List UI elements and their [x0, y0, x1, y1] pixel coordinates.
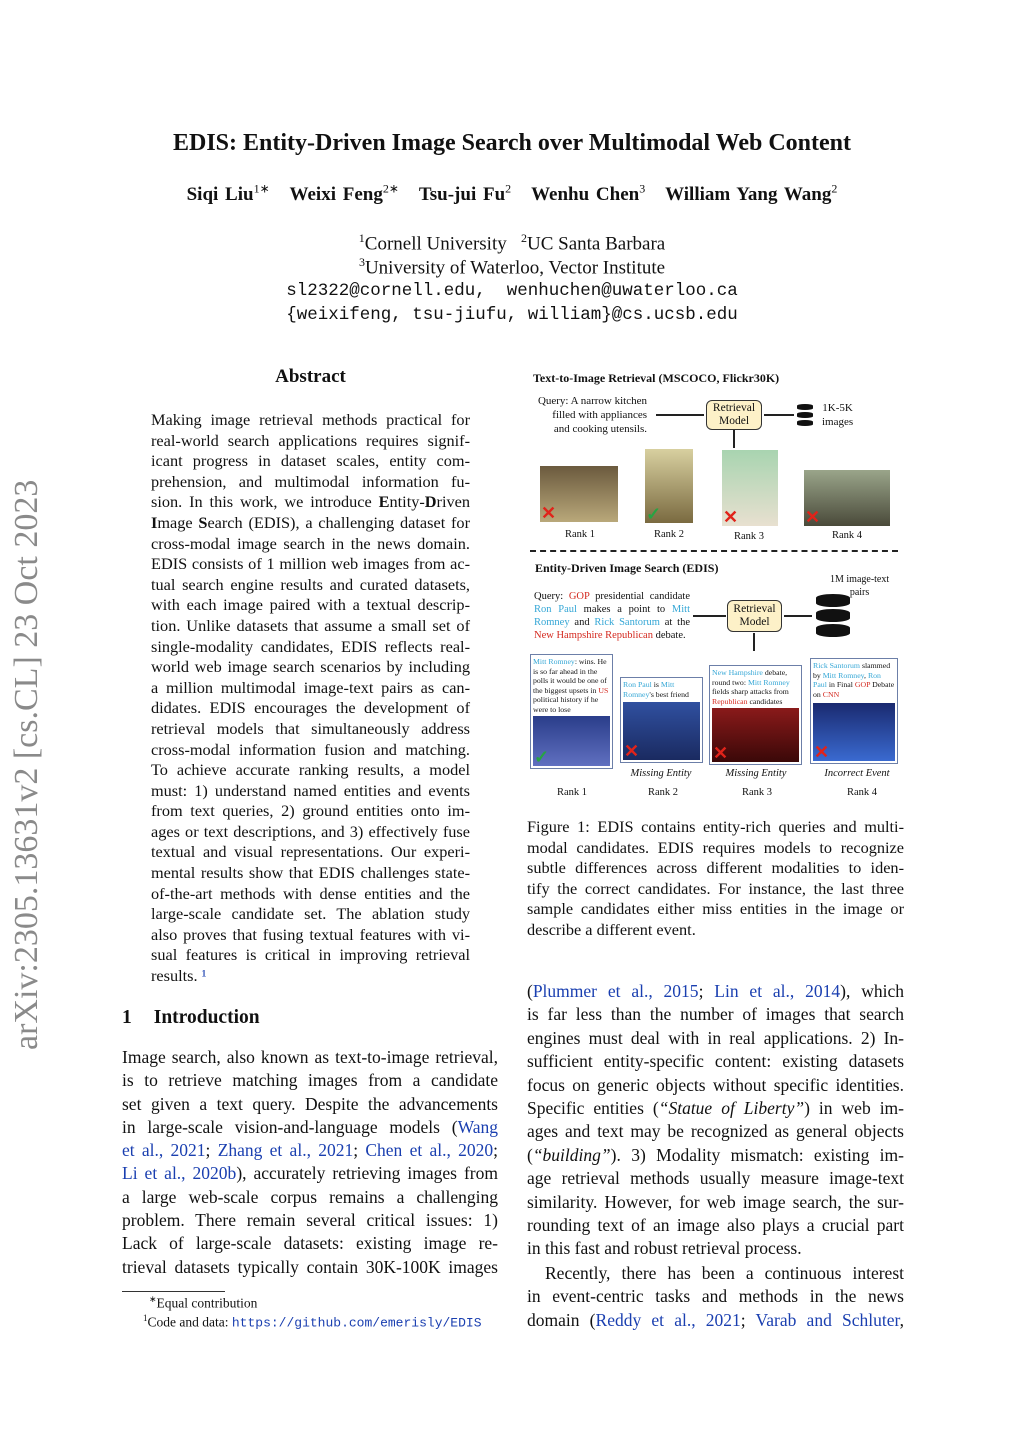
text-line: is far less than the number of images that search: [527, 1004, 904, 1025]
debate-image: [533, 716, 610, 766]
text-run: I: [151, 512, 158, 532]
text-line: trieval datasets typically contain 30K-100K images: [122, 1256, 498, 1277]
check-mark-icon: ✓: [646, 504, 662, 524]
text-line: [122, 1139, 498, 1162]
text-run: results.: [151, 966, 202, 986]
double-arrow: [764, 414, 794, 416]
text-run: presidential candidate: [589, 591, 690, 602]
citation-link[interactable]: Lin et al., 2014: [714, 981, 841, 1001]
footnote-mark: 1: [143, 1313, 148, 1323]
footnote-mark: ∗: [149, 1294, 157, 1304]
citation-link[interactable]: Varab and Schluter: [755, 1309, 900, 1330]
intro-body: [122, 1046, 498, 1279]
text-run: debate.: [652, 630, 686, 641]
query-line: Query: A narrow kitchen: [537, 395, 647, 407]
figure-bottom-title: Entity-Driven Image Search (EDIS): [535, 561, 719, 575]
candidate-text: [712, 668, 799, 706]
text-run: debate, round two:: [712, 668, 788, 687]
text-line: tion. Unlike datasets that assume a small set of: [151, 615, 470, 635]
citation-link[interactable]: Zhang et al., 2021: [217, 1140, 354, 1161]
author-affiliation-mark: 2∗: [382, 182, 399, 196]
text-line: rounding text of an image also plays a crucial part: [527, 1214, 904, 1235]
text-line: large-scale candidate set. The ablation study: [151, 904, 470, 924]
arrow: [656, 414, 704, 416]
emails-line1: sl2322@cornell.edu, wenhuchen@uwaterloo.ca: [286, 281, 738, 301]
footnote-text: Code and data:: [147, 1314, 232, 1330]
rank-label: Rank 4: [831, 530, 863, 541]
text-run: “building”: [532, 1144, 611, 1165]
text-run: ;: [698, 981, 715, 1001]
candidate-card: [530, 654, 613, 769]
x-mark-icon: ✕: [723, 507, 739, 527]
top-db-label: [822, 401, 853, 429]
text-run: (: [527, 1144, 533, 1165]
affiliation: University of Waterloo, Vector Institute: [364, 257, 666, 279]
retrieval-model-box: [706, 400, 762, 430]
text-run: Query:: [534, 591, 569, 602]
text-run: ,: [864, 670, 868, 680]
section-title: Introduction: [153, 1007, 260, 1028]
emails-line2: {weixifeng, tsu-jiufu, william}@cs.ucsb.edu: [286, 305, 738, 325]
text-line: Image search, also known as text-to-image retrieval,: [122, 1047, 498, 1067]
down-arrow: [733, 430, 735, 448]
text-run: earch (EDIS), a challenging dataset for: [207, 512, 470, 532]
text-line: [122, 1116, 498, 1139]
rank-label: Rank 2: [647, 787, 679, 798]
db-label: images: [822, 416, 854, 428]
text-line: cross-modal image search in the news domain.: [151, 533, 470, 553]
text-line: [534, 590, 690, 603]
text-line: textual and visual representations. Our experi-: [151, 842, 470, 862]
text-run: E: [378, 492, 390, 512]
text-line: in this fast and robust retrieval process.: [527, 1238, 802, 1259]
text-run: is: [651, 680, 661, 689]
buffalo-image-rank4: [804, 470, 890, 526]
text-run: Ron Paul: [623, 680, 652, 689]
text-line: problem. There remain several critical issues: 1): [122, 1210, 498, 1231]
db-label: 1K-5K: [822, 402, 853, 414]
text-run: ), which: [840, 981, 904, 1001]
text-run: : wins. He is so far ahead in the polls it would be one of the biggest upsets in: [533, 657, 607, 695]
citation-link[interactable]: Li et al., 2020b: [122, 1163, 237, 1184]
text-run: candidates: [747, 696, 783, 706]
text-run: ) in web im-: [804, 1097, 904, 1118]
text-run: Mitt Romney: [822, 670, 865, 680]
rank-label: Rank 3: [733, 531, 765, 542]
text-run: (: [527, 981, 533, 1001]
abstract-heading: Abstract: [275, 366, 346, 387]
down-arrow: [753, 633, 755, 651]
text-line: age retrieval methods usually measure image-text: [527, 1168, 904, 1189]
text-line: [151, 513, 470, 534]
text-run: Romney: [534, 617, 570, 628]
text-run: Ron Paul: [534, 604, 577, 615]
text-run: CNN: [822, 689, 840, 699]
text-run: domain (: [527, 1309, 596, 1330]
rank-label: Rank 1: [556, 787, 588, 798]
debate-image: [623, 702, 700, 760]
rank-label: Rank 1: [564, 529, 596, 540]
author: Weixi Feng$^{2∗}$: [289, 182, 399, 206]
text-run: Rick Santorum: [813, 661, 860, 670]
candidate-text: [533, 657, 610, 714]
affiliation: UC Santa Barbara: [526, 233, 666, 255]
query-line: and cooking utensils.: [553, 423, 647, 435]
text-run: sion. In this work, we introduce: [151, 492, 379, 512]
text-run: mage: [157, 512, 199, 532]
text-line: set given a text query. Despite the advancements: [122, 1093, 498, 1114]
text-line: sual features is critical in improving retrieval: [151, 945, 470, 965]
candidate-card: [810, 658, 898, 764]
text-run: slammed by: [813, 661, 891, 680]
text-run: D: [424, 492, 437, 512]
db-label: pairs: [849, 587, 870, 598]
text-line: from text queries, 2) ground entities onto im-: [151, 801, 470, 821]
citation-link[interactable]: Wang: [457, 1116, 498, 1137]
text-run: “Statue of Liberty”: [658, 1097, 805, 1118]
author-affiliation-mark: 3: [639, 182, 646, 196]
text-run: Mitt Romney: [533, 657, 575, 666]
retrieval-model-box: [727, 600, 782, 632]
candidate-text: [813, 661, 895, 699]
text-line: subtle differences across different modalities to iden-: [527, 858, 904, 878]
text-run: ;: [205, 1140, 218, 1161]
model-label: Model: [718, 415, 750, 427]
text-run: New Hampshire: [712, 668, 763, 677]
text-line: modal candidates. EDIS requires models to recognize: [527, 837, 904, 857]
text-run: Specific entities (: [527, 1097, 659, 1118]
text-line: [534, 629, 690, 642]
query-line: filled with appliances: [552, 409, 647, 421]
bathroom-image-rank3: [722, 450, 778, 526]
debate-image: [712, 708, 799, 762]
text-line: Figure 1: EDIS contains entity-rich queries and multi-: [527, 817, 904, 836]
dashed-divider: [530, 550, 898, 552]
text-line: [151, 966, 470, 987]
text-run: S: [198, 512, 208, 532]
text-run: New Hampshire Republican: [534, 630, 653, 641]
text-run: ;: [740, 1309, 756, 1330]
text-run: and: [569, 617, 595, 628]
footnote-equal: [149, 1294, 257, 1312]
check-mark-icon: ✓: [534, 747, 550, 767]
text-line: world web image search scenarios by including: [151, 657, 470, 677]
text-run: fields sharp attacks from: [712, 687, 789, 696]
aff-sup: 1: [358, 231, 365, 245]
text-run: ;: [353, 1140, 366, 1161]
text-line: real-world search applications requires signif-: [151, 430, 470, 450]
text-line: similarity. However, for web image search, the sur-: [527, 1191, 904, 1212]
citation-link[interactable]: Chen et al., 2020: [365, 1140, 494, 1161]
text-run: at the: [659, 617, 690, 628]
text-line: describe a different event.: [527, 919, 696, 939]
x-mark-icon: ✕: [805, 507, 821, 527]
author: William Yang Wang$^2$: [665, 182, 838, 206]
text-line: [527, 980, 904, 1003]
author: Tsu-jui Fu$^2$: [418, 182, 512, 206]
right-column-paragraph: [527, 1262, 904, 1332]
affiliations-line1: [0, 231, 1024, 255]
footnote-text: Equal contribution: [156, 1295, 258, 1311]
kitchen-image-rank2: [645, 449, 693, 523]
text-line: engines must deal with in real applications. 2) In-: [527, 1027, 904, 1048]
text-run: ;: [493, 1140, 498, 1161]
text-line: sample candidates either miss entities in the image or: [527, 899, 904, 919]
author: Siqi Liu$^{1∗}$: [186, 182, 270, 206]
figure-top-title: Text-to-Image Retrieval (MSCOCO, Flickr30K): [533, 371, 780, 385]
text-run: political history if he were to lose: [533, 695, 599, 714]
text-line: tual search engine results and curated datasets,: [151, 574, 470, 594]
rank-label: Rank 2: [653, 529, 685, 540]
top-query: [535, 394, 647, 436]
text-line: didates. EDIS encourages the development of: [151, 698, 470, 718]
text-run: riven: [436, 492, 470, 512]
text-line: ages and text may be recognized as general objects: [527, 1121, 904, 1142]
figure-caption: [527, 817, 904, 941]
right-column-text: [527, 980, 904, 1261]
author-affiliation-mark: 2: [831, 182, 838, 196]
text-line: must: 1) understand named entities and events: [151, 780, 470, 800]
text-line: a million multimodal image-text pairs as can-: [151, 677, 470, 697]
x-mark-icon: ✕: [624, 741, 640, 761]
text-line: tify the correct candidates. For instance, the last three: [527, 878, 904, 898]
rank-label: Rank 3: [741, 787, 773, 798]
text-line: in event-centric tasks and methods in the news: [527, 1286, 904, 1307]
text-line: also proves that fusing textual features with vi-: [151, 924, 470, 944]
author: Wenhu Chen$^3$: [531, 182, 646, 206]
text-line: [527, 1097, 904, 1120]
text-run: US: [598, 685, 609, 695]
citation-link[interactable]: Plummer et al., 2015: [532, 981, 699, 1001]
text-line: ages or text descriptions, and 3) effectively fuse: [151, 821, 470, 841]
text-run: in large-scale vision-and-language models (: [122, 1116, 458, 1137]
text-run: 's best friend: [649, 689, 689, 699]
text-line: cross-modal information fusion and matching.: [151, 739, 470, 759]
text-line: Lack of large-scale datasets: existing image re-: [122, 1233, 498, 1254]
citation-link[interactable]: ¹: [201, 966, 207, 986]
affiliation: Cornell University: [364, 233, 507, 255]
model-label: Retrieval: [712, 402, 756, 414]
text-line: focus on generic objects without specific identities.: [527, 1074, 904, 1095]
aff-sup: 3: [358, 255, 365, 269]
arxiv-stamp: arXiv:2305.13631v2 [cs.CL] 23 Oct 2023: [8, 479, 45, 1050]
footnote-rule: [122, 1291, 225, 1292]
text-run: in Final: [826, 680, 855, 689]
code-link[interactable]: https://github.com/emerisly/EDIS: [231, 1315, 482, 1331]
text-run: Rick Santorum: [594, 617, 660, 628]
error-label: Incorrect Event: [824, 768, 890, 779]
text-line: with each image paired with a textual descrip-: [151, 595, 470, 615]
db-label: 1M image-text: [830, 574, 890, 585]
text-run: Debate on: [813, 680, 895, 699]
text-run: GOP: [568, 591, 590, 602]
text-run: Ron Paul: [813, 670, 881, 689]
text-line: is to retrieve matching images from a candidate: [122, 1070, 498, 1091]
database-icon: [816, 594, 850, 639]
section-heading: [122, 1007, 260, 1029]
text-line: [527, 1309, 904, 1332]
text-line: [534, 603, 690, 616]
footnote-code: [143, 1313, 482, 1331]
text-line: icant progress in dataset scales, entity com-: [151, 451, 470, 471]
error-label: Missing Entity: [725, 768, 787, 779]
author-affiliation-mark: 2: [505, 182, 512, 196]
database-icon: [797, 404, 813, 428]
text-run: ), accurately retrieving images from: [236, 1163, 498, 1184]
text-line: Recently, there has been a continuous interest: [545, 1263, 904, 1283]
text-line: To achieve accurate ranking results, a model: [151, 760, 470, 780]
text-line: [527, 1144, 904, 1167]
x-mark-icon: ✕: [541, 503, 557, 523]
text-line: Making image retrieval methods practical for: [151, 410, 470, 429]
rank-label: Rank 4: [846, 787, 878, 798]
text-run: ). 3) Modality mismatch: existing im-: [610, 1144, 904, 1165]
text-run: Mitt Romney: [747, 677, 790, 687]
text-line: single-modality candidates, EDIS reflects real-: [151, 636, 470, 656]
section-number: 1: [122, 1007, 132, 1028]
aff-sup: 2: [520, 231, 527, 245]
author-list: [0, 182, 1024, 206]
text-line: a large web-scale corpus remains a challenging: [122, 1186, 498, 1207]
text-line: retrieval models that simultaneously address: [151, 718, 470, 738]
debate-image: [813, 703, 895, 761]
text-run: makes a point to: [576, 604, 672, 615]
text-run: ntity-: [389, 492, 425, 512]
text-line: mental results show that EDIS challenges state-: [151, 863, 470, 883]
citation-link[interactable]: Reddy et al., 2021: [595, 1309, 741, 1330]
citation-link[interactable]: et al., 2021: [122, 1140, 206, 1161]
text-line: [151, 492, 470, 513]
model-label: Retrieval: [733, 603, 776, 615]
author-affiliation-mark: 1∗: [253, 182, 270, 196]
text-run: Mitt: [671, 604, 690, 615]
text-line: EDIS consists of 1 million web images from ac-: [151, 554, 470, 574]
arrow: [693, 615, 726, 617]
candidate-card: [709, 665, 802, 765]
model-label: Model: [739, 616, 770, 628]
text-run: ,: [899, 1309, 905, 1330]
abstract-body: [151, 410, 470, 987]
bottom-query: [534, 590, 690, 642]
text-line: [534, 616, 690, 629]
candidate-text: [623, 680, 700, 699]
text-run: Republican: [712, 696, 748, 706]
text-line: sufficient entity-specific content: existing datasets: [527, 1051, 904, 1072]
candidate-card: [620, 677, 703, 763]
text-line: [122, 1162, 498, 1185]
paper-title: EDIS: Entity-Driven Image Search over Multimodal Web Content: [173, 130, 851, 156]
text-line: prehension, and multimodal information fu-: [151, 471, 470, 491]
error-label: Missing Entity: [630, 768, 692, 779]
double-arrow: [784, 615, 812, 617]
x-mark-icon: ✕: [713, 743, 729, 763]
text-line: of-the-art methods with dense entities and the: [151, 883, 470, 903]
text-run: Mitt Romney: [623, 680, 675, 699]
x-mark-icon: ✕: [814, 742, 830, 762]
affiliations-line2: [0, 255, 1024, 279]
text-run: GOP: [854, 680, 871, 689]
kitchen-image-rank1: [540, 466, 618, 522]
